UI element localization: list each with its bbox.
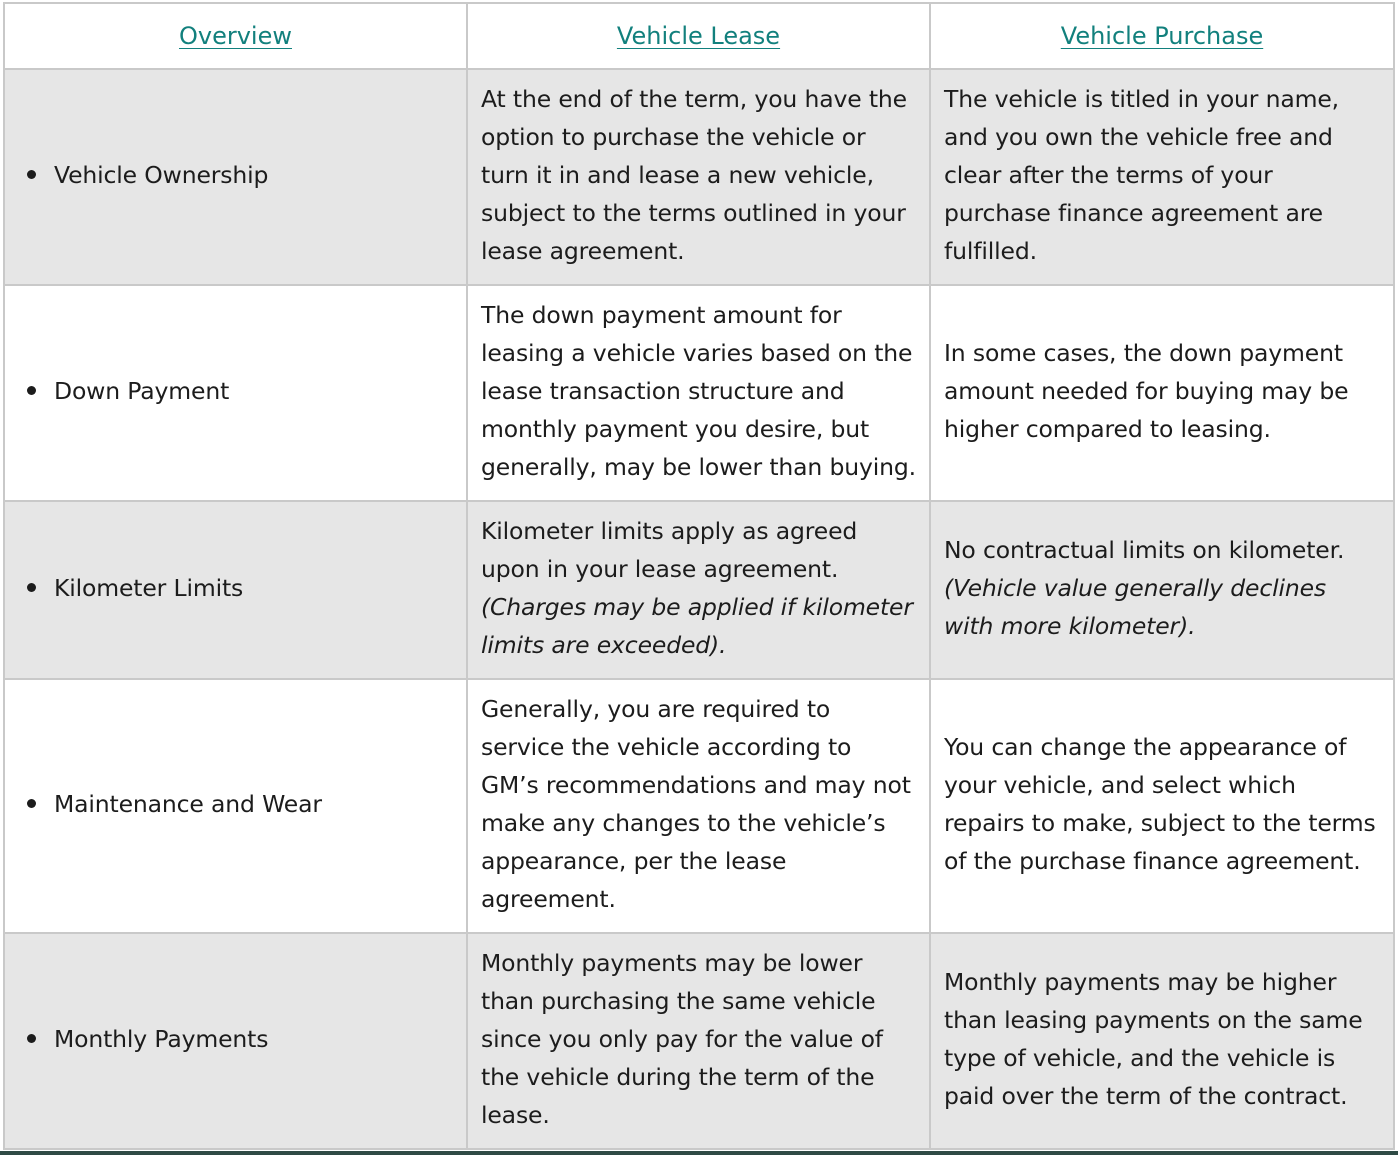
- lease-cell: [467, 69, 930, 285]
- vehicle-lease-link[interactable]: Vehicle Lease: [616, 22, 781, 50]
- bullet-icon: [27, 386, 36, 395]
- bullet-icon: [27, 170, 36, 179]
- lease-cell: [467, 501, 930, 679]
- row-label-cell: [4, 679, 467, 933]
- lease-text: Kilometer limits apply as agreed upon in your lease agreement.: [481, 517, 858, 583]
- lease-text: Generally, you are required to service the vehicle according to GM’s recommendations and may not make any changes to the vehicle’s appearance, per the lease agreement.: [481, 695, 911, 913]
- lease-cell: [467, 679, 930, 933]
- header-cell-purchase: [930, 3, 1394, 69]
- purchase-cell: [930, 285, 1394, 501]
- row-label: Vehicle Ownership: [54, 161, 269, 189]
- table-row: [4, 933, 1394, 1149]
- row-label-cell: [4, 933, 467, 1149]
- row-label-cell: [4, 285, 467, 501]
- row-label: Kilometer Limits: [54, 574, 244, 602]
- bullet-icon: [27, 799, 36, 808]
- vehicle-purchase-link[interactable]: Vehicle Purchase: [1060, 22, 1264, 50]
- purchase-text: You can change the appearance of your vehicle, and select which repairs to make, subject to the terms of the purchase finance agreement.: [944, 733, 1376, 875]
- row-label-cell: [4, 69, 467, 285]
- table-row: [4, 679, 1394, 933]
- lease-text: The down payment amount for leasing a vehicle varies based on the lease transaction structure and monthly payment you desire, but generally, may be lower than buying.: [481, 301, 916, 481]
- row-label: Maintenance and Wear: [54, 790, 322, 818]
- purchase-text: Monthly payments may be higher than leasing payments on the same type of vehicle, and the vehicle is paid over the term of the contract.: [944, 968, 1363, 1110]
- purchase-cell: [930, 69, 1394, 285]
- lease-cell: [467, 933, 930, 1149]
- purchase-text: No contractual limits on kilometer.: [944, 536, 1345, 564]
- purchase-cell: [930, 933, 1394, 1149]
- bottom-divider: [0, 1151, 1398, 1155]
- lease-text: Monthly payments may be lower than purchasing the same vehicle since you only pay for the value of the vehicle during the term of the lease.: [481, 949, 883, 1129]
- table-row: [4, 501, 1394, 679]
- purchase-cell: [930, 501, 1394, 679]
- row-label: Monthly Payments: [54, 1025, 269, 1053]
- lease-text: At the end of the term, you have the option to purchase the vehicle or turn it in and lease a new vehicle, subject to the terms outlined in your lease agreement.: [481, 85, 907, 265]
- table-row: [4, 285, 1394, 501]
- lease-note: (Charges may be applied if kilometer limits are exceeded).: [481, 593, 913, 659]
- bullet-icon: [27, 583, 36, 592]
- header-cell-lease: [467, 3, 930, 69]
- header-cell-overview: [4, 3, 467, 69]
- table-row: [4, 69, 1394, 285]
- purchase-note: (Vehicle value generally declines with more kilometer).: [944, 574, 1327, 640]
- purchase-cell: [930, 679, 1394, 933]
- bullet-icon: [27, 1034, 36, 1043]
- purchase-text: In some cases, the down payment amount needed for buying may be higher compared to leasing.: [944, 339, 1349, 443]
- header-row: [4, 3, 1394, 69]
- row-label-cell: [4, 501, 467, 679]
- lease-cell: [467, 285, 930, 501]
- overview-link[interactable]: Overview: [179, 22, 292, 50]
- row-label: Down Payment: [54, 377, 230, 405]
- purchase-text: The vehicle is titled in your name, and you own the vehicle free and clear after the terms of your purchase finance agreement are fulfilled.: [944, 85, 1339, 265]
- comparison-table: [3, 2, 1395, 1150]
